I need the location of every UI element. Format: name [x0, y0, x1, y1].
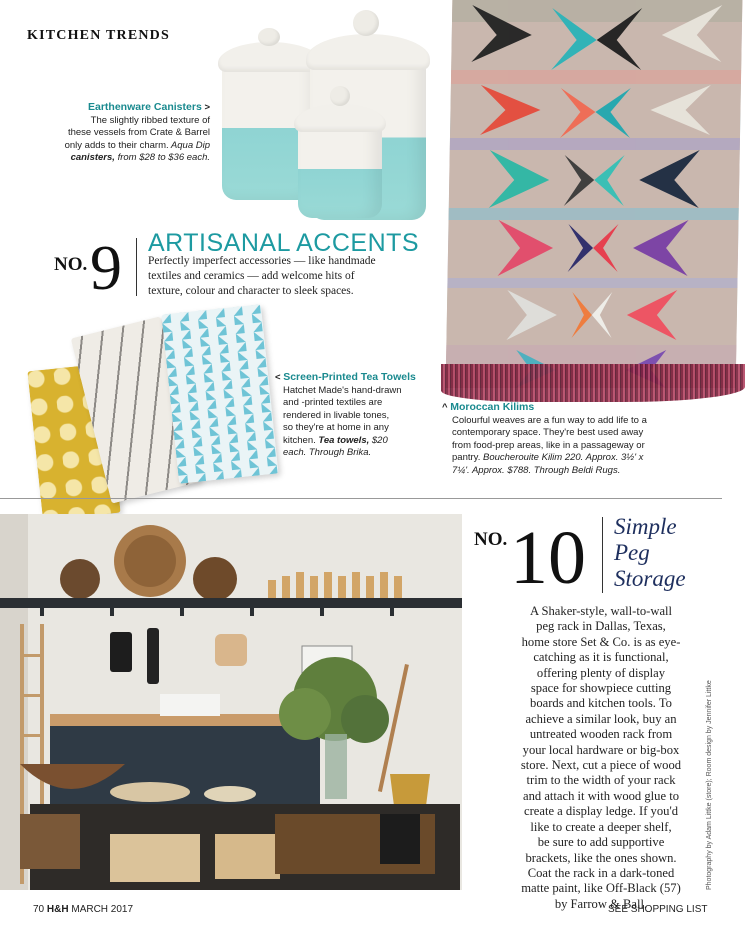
- no10-label: NO.: [474, 529, 508, 550]
- body-line: catching as it is functional,: [533, 650, 669, 665]
- caption-line: and -printed textiles are: [283, 397, 383, 408]
- canisters-title: Earthenware Canisters: [87, 101, 202, 113]
- no9-label: NO.: [54, 254, 88, 275]
- no10-headline: [614, 514, 724, 592]
- rug-fringe: [441, 364, 745, 402]
- caption-product: Boucherouite Kilim 220. Approx. 3½' x: [480, 452, 644, 463]
- caption-price: $20: [369, 434, 388, 446]
- caption-product: canisters,: [70, 152, 115, 163]
- body-line: Coat the rack in a dark-toned: [527, 865, 675, 880]
- towels-title: Screen-Printed Tea Towels: [283, 371, 416, 383]
- no10-number: 10: [510, 516, 586, 600]
- shopping-list-link[interactable]: SEE SHOPPING LIST: [608, 904, 708, 915]
- page-number: 70: [33, 904, 45, 915]
- store-photo: [0, 514, 462, 890]
- caption-arrow-icon: >: [204, 102, 210, 113]
- deck-line: texture, colour and character to sleek spaces.: [148, 285, 354, 297]
- body-line: space for showpiece cutting: [530, 681, 672, 696]
- body-line: create a display ledge. If you'd: [523, 804, 679, 819]
- body-line: be sure to add supportive: [537, 835, 665, 850]
- caption-line: Colourful weaves are a fun way to add life to a: [452, 414, 647, 426]
- caption-arrow-icon: <: [275, 372, 281, 383]
- caption-line: Hatchet Made's hand-drawn: [283, 384, 402, 396]
- towels-caption: [275, 371, 425, 460]
- caption-line: kitchen.: [283, 434, 316, 446]
- canisters-image: [210, 8, 435, 223]
- body-line: and attach it with wood glue to: [523, 788, 679, 803]
- body-line: peg rack in Dallas, Texas,: [536, 619, 666, 634]
- body-line: achieve a similar look, buy an: [525, 711, 677, 726]
- caption-line: The slightly ribbed texture of: [90, 114, 210, 126]
- caption-line: only adds to their charm.: [64, 139, 169, 151]
- body-line: A Shaker-style, wall-to-wall: [529, 604, 673, 618]
- page-footer-left: [33, 904, 133, 915]
- headline-line: Peg: [614, 540, 650, 565]
- caption-line: these vessels from Crate & Barrel: [67, 127, 210, 138]
- canisters-caption: [40, 101, 210, 165]
- magazine-name: H&H: [46, 904, 69, 915]
- body-line: store. Next, cut a piece of wood: [520, 758, 682, 773]
- kilims-title: Moroccan Kilims: [450, 401, 535, 413]
- no9-divider: [136, 238, 137, 296]
- caption-product: Aqua Dip: [168, 139, 210, 151]
- issue-date: MARCH 2017: [71, 904, 134, 915]
- body-line: matte paint, like Off-Black (57): [521, 881, 681, 896]
- kilims-caption: [442, 401, 682, 477]
- caption-line: so they're at home in any: [283, 422, 389, 433]
- headline-line: Simple: [614, 514, 677, 539]
- body-line: untreated wooden rack from: [529, 727, 673, 742]
- body-line: like to create a deeper shelf,: [530, 819, 672, 834]
- headline-line: Storage: [614, 566, 686, 591]
- section-divider: [0, 498, 722, 499]
- caption-line: contemporary space. They're best used away: [452, 427, 644, 438]
- body-line: brackets, like the ones shown.: [525, 850, 677, 865]
- no9-headline: ARTISANAL ACCENTS: [148, 229, 420, 257]
- caption-arrow-icon: ^: [442, 402, 448, 413]
- tea-towels-image: [30, 305, 280, 530]
- caption-price: from $28 to $36 each.: [114, 152, 210, 163]
- body-line: your local hardware or big-box: [522, 742, 680, 757]
- no10-body: [472, 604, 730, 912]
- caption-line: rendered in livable tones,: [283, 409, 390, 421]
- photo-credit: Photography by Adam Littke (store); Room design by Jennifer Littke: [706, 680, 713, 890]
- caption-line: from food-prep areas, like in a passageway or: [452, 439, 645, 451]
- section-title: KITCHEN TRENDS: [27, 28, 170, 43]
- no9-deck: [148, 254, 403, 299]
- caption-line: pantry.: [452, 452, 481, 463]
- deck-line: Perfectly imperfect accessories — like handmade: [148, 255, 376, 267]
- body-line: trim to the width of your rack: [526, 773, 676, 788]
- kilim-rug-image: [446, 0, 743, 388]
- caption-line: each. Through Brika.: [283, 447, 372, 458]
- deck-line: textiles and ceramics — add welcome hits of: [148, 270, 355, 282]
- caption-product: Tea towels,: [315, 434, 370, 446]
- body-line: offering plenty of display: [536, 665, 666, 680]
- no10-divider: [602, 517, 603, 593]
- body-line: boards and kitchen tools. To: [530, 696, 672, 711]
- kilim-pattern: [446, 0, 743, 388]
- caption-line: 7¼'. Approx. $788. Through Beldi Rugs.: [452, 464, 621, 476]
- body-line: home store Set & Co. is as eye-: [521, 634, 681, 649]
- body-line: by Farrow & Ball.: [554, 896, 648, 911]
- no9-number: 9: [90, 232, 122, 303]
- store-photo-illustration: [0, 514, 462, 890]
